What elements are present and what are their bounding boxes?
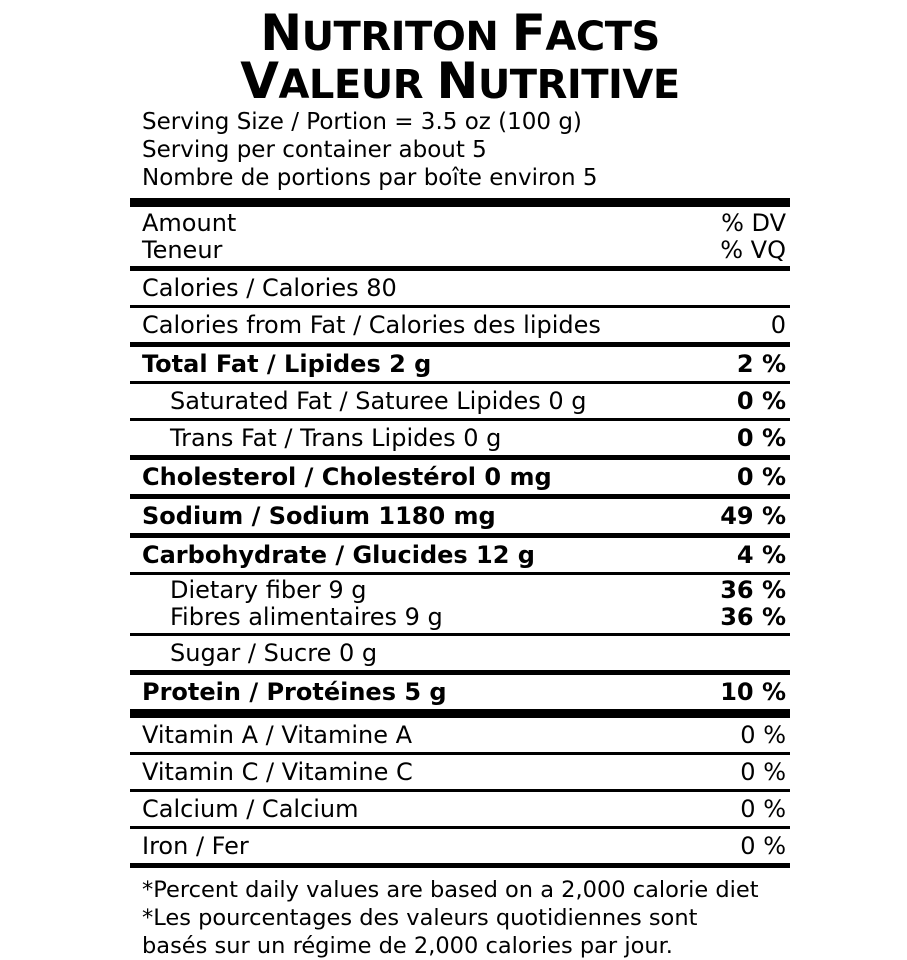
row-calories bbox=[130, 271, 790, 305]
row-vitamin-a-value: 0 % bbox=[740, 720, 786, 749]
column-header bbox=[130, 207, 790, 266]
row-total-fat-value: 2 % bbox=[736, 349, 786, 378]
title-english-rest2: ACTS bbox=[545, 14, 660, 60]
row-sugar bbox=[130, 636, 790, 670]
row-calories-from-fat-label: Calories from Fat / Calories des lipides bbox=[142, 310, 601, 339]
row-dietary-fiber bbox=[130, 575, 790, 633]
row-calcium-value: 0 % bbox=[740, 794, 786, 823]
row-protein bbox=[130, 675, 790, 709]
title-english-cap: N bbox=[260, 4, 302, 62]
row-trans-fat-value: 0 % bbox=[736, 423, 786, 452]
servings-per-container-en: Serving per container about 5 bbox=[142, 137, 487, 164]
row-trans-fat-label: Trans Fat / Trans Lipides 0 g bbox=[170, 423, 502, 452]
row-iron bbox=[130, 829, 790, 863]
row-iron-value: 0 % bbox=[740, 831, 786, 860]
title-french bbox=[130, 52, 790, 110]
row-vitamin-a-label: Vitamin A / Vitamine A bbox=[142, 720, 413, 749]
title-english-cap2: F bbox=[511, 4, 546, 62]
row-vitamin-c bbox=[130, 755, 790, 789]
row-dietary-fiber-label-en: Dietary fiber 9 g bbox=[170, 575, 367, 604]
row-total-fat bbox=[130, 347, 790, 381]
servings-per-container-fr: Nombre de portions par boîte environ 5 bbox=[142, 165, 598, 192]
row-iron-label: Iron / Fer bbox=[142, 831, 249, 860]
title-french-rest: ALEUR bbox=[278, 62, 437, 108]
row-calories-from-fat-value: 0 bbox=[770, 310, 786, 339]
title-french-rest2: UTRITIVE bbox=[477, 62, 680, 108]
row-protein-label: Protein / Protéines 5 g bbox=[142, 677, 447, 706]
footnote-fr-line2: basés sur un régime de 2,000 calories par jour. bbox=[142, 932, 673, 959]
row-calories-from-fat bbox=[130, 308, 790, 342]
divider-after-protein bbox=[130, 709, 790, 718]
row-calcium bbox=[130, 792, 790, 826]
title-english-rest: UTRITON bbox=[301, 14, 512, 60]
row-saturated-fat-value: 0 % bbox=[736, 386, 786, 415]
footnote-en: *Percent daily values are based on a 2,000 calorie diet bbox=[142, 876, 759, 903]
amount-header bbox=[142, 210, 236, 263]
nutrition-facts-label bbox=[130, 4, 790, 960]
row-dietary-fiber-label-fr: Fibres alimentaires 9 g bbox=[170, 602, 443, 631]
row-carbohydrate-value: 4 % bbox=[736, 540, 786, 569]
row-dietary-fiber-value-en: 36 % bbox=[720, 575, 786, 604]
title-english bbox=[130, 4, 790, 62]
daily-value-header-en: % DV bbox=[721, 209, 786, 238]
daily-value-header bbox=[720, 210, 786, 263]
row-calories-label: Calories / Calories 80 bbox=[142, 273, 397, 302]
row-vitamin-a bbox=[130, 718, 790, 752]
row-cholesterol-label: Cholesterol / Cholestérol 0 mg bbox=[142, 462, 552, 491]
row-saturated-fat bbox=[130, 384, 790, 418]
row-vitamin-c-label: Vitamin C / Vitamine C bbox=[142, 757, 413, 786]
amount-header-fr: Teneur bbox=[142, 235, 223, 264]
row-vitamin-c-value: 0 % bbox=[740, 757, 786, 786]
row-carbohydrate-label: Carbohydrate / Glucides 12 g bbox=[142, 540, 535, 569]
row-cholesterol bbox=[130, 460, 790, 494]
footnotes bbox=[130, 868, 790, 960]
amount-header-en: Amount bbox=[142, 209, 237, 238]
divider-top bbox=[130, 198, 790, 207]
title-french-cap: V bbox=[240, 52, 279, 110]
row-sodium-label: Sodium / Sodium 1180 mg bbox=[142, 501, 496, 530]
serving-size: Serving Size / Portion = 3.5 oz (100 g) bbox=[142, 109, 582, 135]
row-dietary-fiber-value-fr: 36 % bbox=[720, 602, 786, 631]
row-sodium bbox=[130, 499, 790, 533]
row-protein-value: 10 % bbox=[720, 677, 786, 706]
row-saturated-fat-label: Saturated Fat / Saturee Lipides 0 g bbox=[170, 386, 587, 415]
row-cholesterol-value: 0 % bbox=[736, 462, 786, 491]
label-title-block bbox=[130, 4, 790, 110]
serving-info bbox=[130, 108, 790, 192]
row-total-fat-label: Total Fat / Lipides 2 g bbox=[142, 349, 432, 378]
row-carbohydrate bbox=[130, 538, 790, 572]
row-calcium-label: Calcium / Calcium bbox=[142, 794, 359, 823]
footnote-fr-line1: *Les pourcentages des valeurs quotidiennes sont bbox=[142, 904, 698, 931]
title-french-cap2: N bbox=[436, 52, 478, 110]
row-trans-fat bbox=[130, 421, 790, 455]
daily-value-header-fr: % VQ bbox=[720, 235, 786, 264]
row-sugar-label: Sugar / Sucre 0 g bbox=[170, 638, 378, 667]
row-sodium-value: 49 % bbox=[720, 501, 786, 530]
